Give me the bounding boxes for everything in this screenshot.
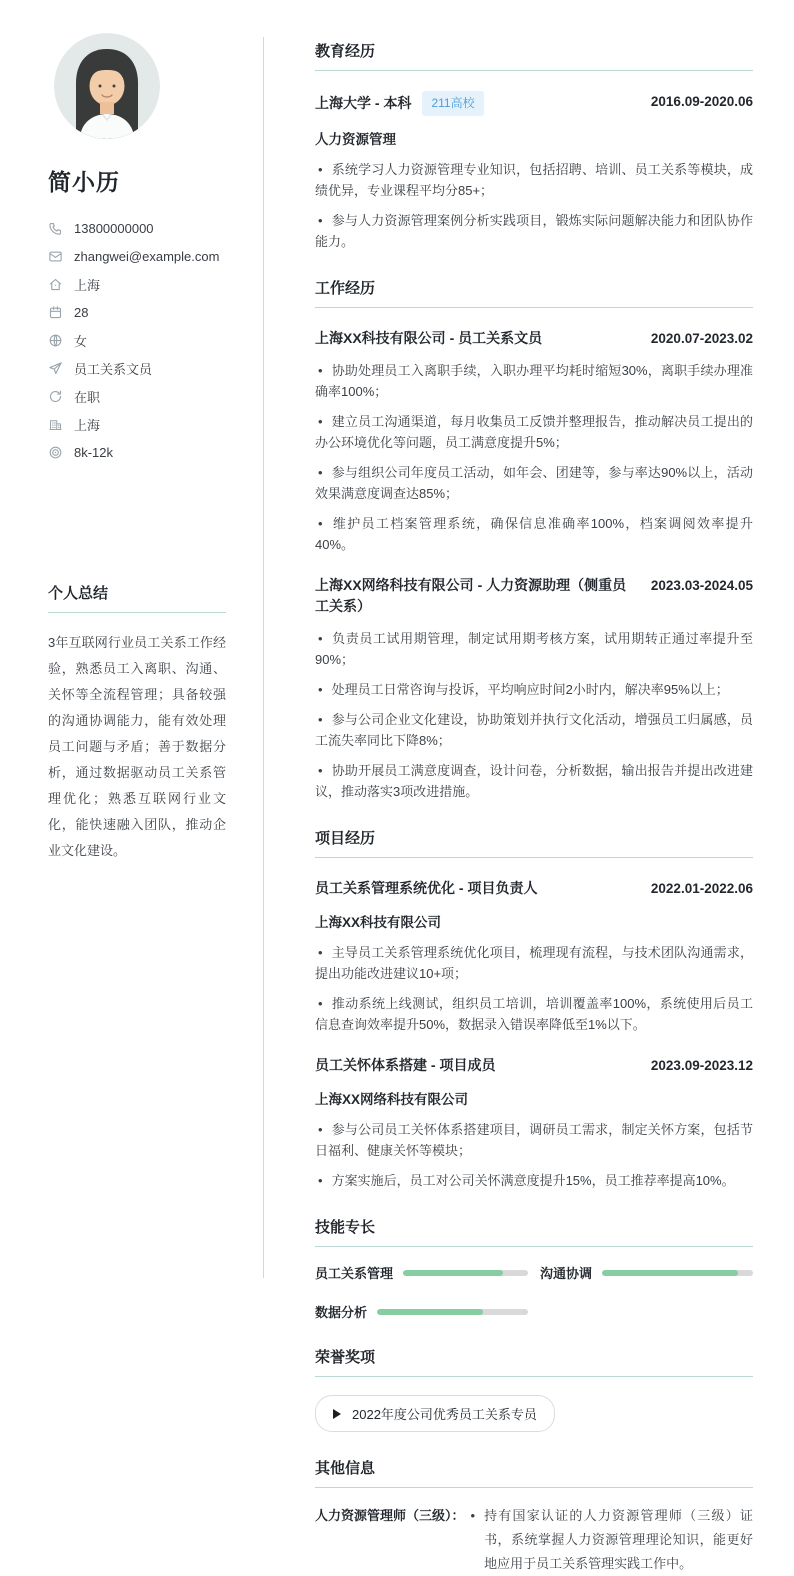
school-badge: 211高校 — [422, 91, 483, 116]
summary-text: 3年互联网行业员工关系工作经验，熟悉员工入离职、沟通、关怀等全流程管理；具备较强的沟通协调能力，能有效处理员工问题与矛盾；善于数据分析，通过数据驱动员工关系管理优化；熟悉互联网行业文化，能快速融入团队，推动企业文化建设。 — [48, 635, 226, 858]
school-degree: 上海大学 - 本科 — [315, 95, 412, 111]
skill-label: 员工关系管理 — [315, 1266, 394, 1281]
bullet-item: • 推动系统上线测试，组织员工培训，培训覆盖率100%，系统使用后员工信息查询效率提升50%，数据录入错误率降低至1%以下。 — [315, 996, 753, 1032]
bullet-dot: • — [318, 1122, 323, 1137]
work-entry — [315, 328, 753, 555]
honor-label: 2022年度公司优秀员工关系专员 — [352, 1407, 537, 1422]
bullet-dot: • — [318, 945, 323, 960]
certificate-row — [315, 1504, 753, 1576]
skill-item — [540, 1263, 753, 1282]
skill-grid — [315, 1263, 753, 1321]
school-name — [315, 91, 637, 116]
education-heading: 教育经历 — [315, 40, 753, 71]
education-section — [315, 40, 753, 252]
bullet-dot: • — [318, 631, 323, 646]
contact-value: 在职 — [74, 389, 101, 405]
project-bullets — [315, 942, 753, 1035]
education-date: 2016.09-2020.06 — [650, 94, 753, 109]
project-company: 上海XX网络科技有限公司 — [315, 1092, 469, 1107]
bullet-dot: • — [470, 1508, 476, 1523]
globe-icon — [48, 333, 63, 348]
resume-main — [315, 40, 753, 1576]
bullet-item: • 协助开展员工满意度调查，设计问卷，分析数据，输出报告并提出改进建议，推动落实3项改进措施。 — [315, 763, 753, 799]
status-icon — [48, 389, 63, 404]
skill-bar-fill — [602, 1270, 738, 1276]
other-info-section — [315, 1457, 753, 1576]
project-date: 2023.09-2023.12 — [650, 1058, 753, 1073]
skills-section — [315, 1216, 753, 1321]
certificate-label: 人力资源管理师（三级）： — [315, 1508, 465, 1523]
job-bullets — [315, 628, 753, 802]
work-section — [315, 277, 753, 802]
project-date: 2022.01-2022.06 — [650, 881, 753, 896]
contact-age — [48, 298, 226, 326]
contact-phone — [48, 214, 226, 242]
bullet-dot: • — [318, 213, 323, 228]
job-bullets — [315, 360, 753, 555]
contact-position — [48, 354, 226, 382]
contact-value: 28 — [74, 304, 89, 320]
bullet-item: • 建立员工沟通渠道，每月收集员工反馈并整理报告，推动解决员工提出的办公环境优化等问题，员工满意度提升5%； — [315, 414, 753, 450]
education-bullets — [315, 159, 753, 252]
bullet-dot: • — [318, 162, 323, 177]
bullet-item: • 参与公司员工关怀体系搭建项目，调研员工需求，制定关怀方案，包括节日福利、健康关怀等模块； — [315, 1122, 753, 1158]
avatar — [54, 33, 160, 139]
contact-value: 8k-12k — [74, 444, 114, 460]
bullet-dot: • — [318, 1173, 323, 1188]
candidate-name: 简小历 — [48, 169, 120, 195]
paper-plane-icon — [48, 361, 63, 376]
contact-email — [48, 242, 226, 270]
skill-label: 沟通协调 — [540, 1266, 593, 1281]
skill-item — [315, 1302, 528, 1321]
bullet-item: • 维护员工档案管理系统，确保信息准确率100%，档案调阅效率提升40%。 — [315, 516, 753, 552]
contact-salary — [48, 438, 226, 466]
bullet-dot: • — [318, 363, 323, 378]
sidebar — [48, 33, 226, 864]
bullet-item: • 处理员工日常咨询与投诉，平均响应时间2小时内，解决率95%以上； — [318, 682, 729, 697]
project-company: 上海XX科技有限公司 — [315, 915, 442, 930]
project-bullets — [315, 1119, 753, 1191]
vertical-divider — [263, 37, 264, 1278]
skill-bar-fill — [403, 1270, 503, 1276]
skill-bar-track — [602, 1270, 753, 1276]
bullet-item: • 协助处理员工入离职手续，入职办理平均耗时缩短30%，离职手续办理准确率100%； — [315, 363, 753, 399]
mail-icon — [48, 249, 63, 264]
contact-list — [48, 214, 226, 466]
bullet-item: • 系统学习人力资源管理专业知识，包括招聘、培训、员工关系等模块，成绩优异，专业课程平均分85+； — [315, 162, 753, 198]
contact-value: 女 — [74, 333, 88, 349]
bullet-item: • 方案实施后，员工对公司关怀满意度提升15%，员工推荐率提高10%。 — [318, 1173, 735, 1188]
skill-bar-fill — [377, 1309, 483, 1315]
skill-bar-track — [377, 1309, 528, 1315]
bullet-item: • 主导员工关系管理系统优化项目，梳理现有流程，与技术团队沟通需求，提出功能改进建议10+项； — [315, 945, 753, 981]
bullet-dot: • — [318, 996, 323, 1011]
contact-value: 13800000000 — [74, 220, 154, 236]
bullet-item: • 参与组织公司年度员工活动，如年会、团建等，参与率达90%以上，活动效果满意度调查达85%； — [315, 465, 753, 501]
project-entry — [315, 1055, 753, 1191]
target-icon — [48, 445, 63, 460]
project-title: 员工关系管理系统优化 - 项目负责人 — [315, 880, 538, 896]
phone-icon — [48, 221, 63, 236]
contact-city — [48, 410, 226, 438]
other-heading: 其他信息 — [315, 1457, 753, 1488]
personal-summary-section — [48, 582, 226, 864]
honors-section — [315, 1346, 753, 1432]
contact-gender — [48, 326, 226, 354]
summary-title: 个人总结 — [48, 582, 226, 613]
projects-heading: 项目经历 — [315, 827, 753, 858]
skill-label: 数据分析 — [315, 1305, 368, 1320]
job-title: 上海XX科技有限公司 - 员工关系文员 — [315, 330, 543, 346]
contact-location — [48, 270, 226, 298]
job-date: 2020.07-2023.02 — [650, 331, 753, 346]
play-icon — [333, 1409, 341, 1419]
bullet-item: • 负责员工试用期管理，制定试用期考核方案，试用期转正通过率提升至90%； — [315, 631, 753, 667]
contact-value: 员工关系文员 — [74, 361, 153, 377]
projects-section — [315, 827, 753, 1191]
major: 人力资源管理 — [315, 132, 396, 147]
contact-status — [48, 382, 226, 410]
skill-bar-track — [403, 1270, 528, 1276]
bullet-item: • 参与公司企业文化建设，协助策划并执行文化活动，增强员工归属感，员工流失率同比下降8%； — [315, 712, 753, 748]
job-date: 2023.03-2024.05 — [650, 578, 753, 593]
job-title: 上海XX网络科技有限公司 - 人力资源助理（侧重员工关系） — [315, 577, 627, 614]
education-entry — [315, 91, 753, 252]
bullet-dot: • — [318, 414, 323, 429]
project-entry — [315, 878, 753, 1035]
calendar-icon — [48, 305, 63, 320]
contact-value: zhangwei@example.com — [74, 248, 220, 264]
home-icon — [48, 277, 63, 292]
work-heading: 工作经历 — [315, 277, 753, 308]
bullet-dot: • — [318, 682, 323, 697]
bullet-dot: • — [318, 516, 323, 531]
building-icon — [48, 417, 63, 432]
project-title: 员工关怀体系搭建 - 项目成员 — [315, 1057, 496, 1073]
bullet-dot: • — [318, 763, 323, 778]
bullet-dot: • — [318, 465, 323, 480]
contact-value: 上海 — [74, 417, 101, 433]
skill-item — [315, 1263, 528, 1282]
honor-item-button[interactable] — [315, 1395, 555, 1432]
skills-heading: 技能专长 — [315, 1216, 753, 1247]
contact-value: 上海 — [74, 277, 101, 293]
work-entry — [315, 575, 753, 802]
certificate-text: 持有国家认证的人力资源管理师（三级）证书，系统掌握人力资源管理理论知识，能更好地应用于员工关系管理实践工作中。 — [484, 1508, 753, 1571]
bullet-item: • 参与人力资源管理案例分析实践项目，锻炼实际问题解决能力和团队协作能力。 — [315, 213, 753, 249]
bullet-dot: • — [318, 712, 323, 727]
honors-heading: 荣誉奖项 — [315, 1346, 753, 1377]
